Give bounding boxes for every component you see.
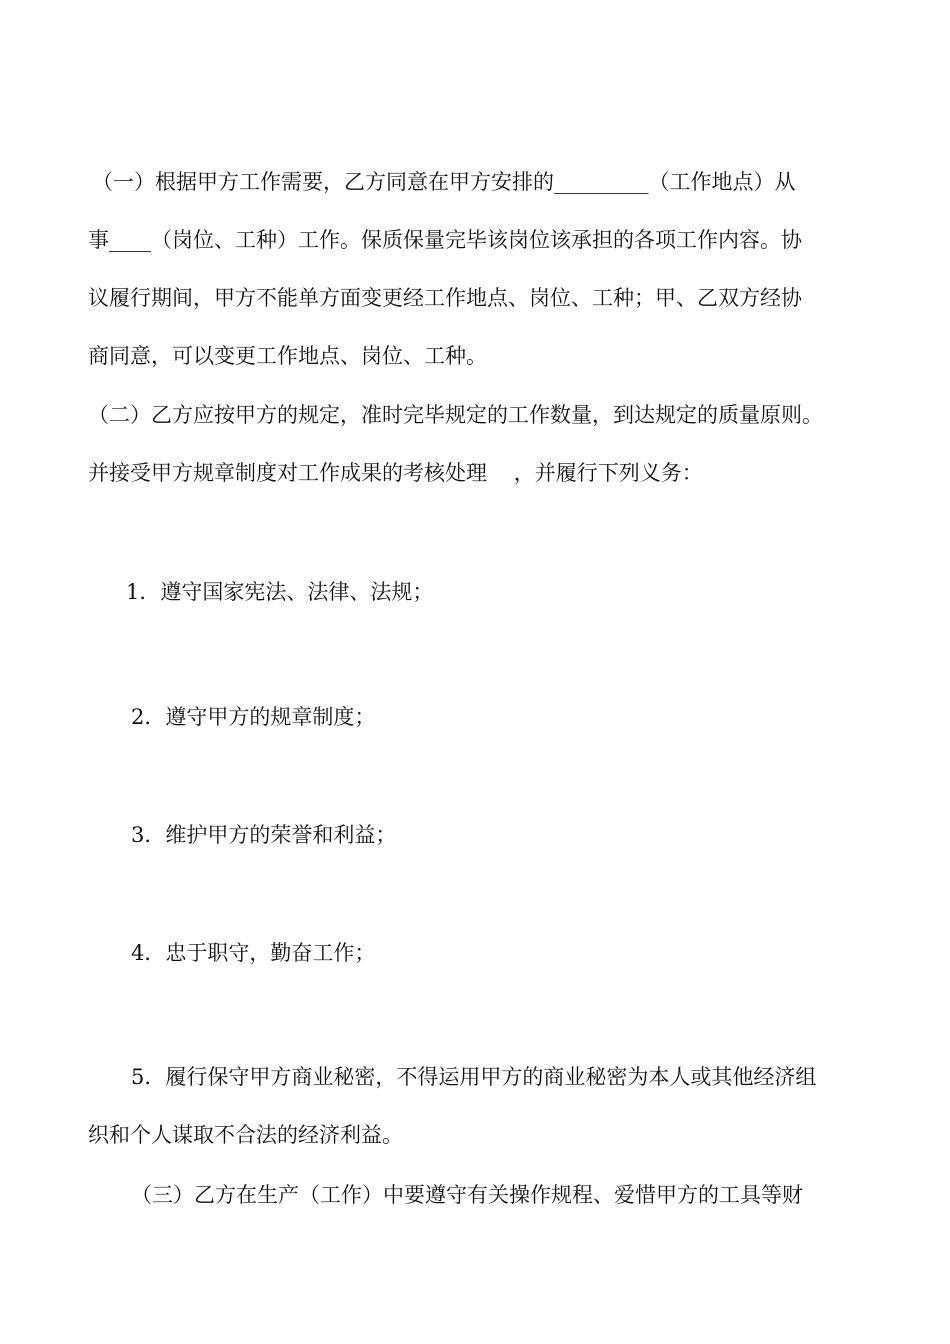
clause-3-line-1: （三）乙方在生产（工作）中要遵守有关操作规程、爱惜甲方的工具等财 (131, 1183, 803, 1207)
clause-2-line-2: 并接受甲方规章制度对工作成果的考核处理 ，并履行下列义务： (88, 461, 703, 485)
clause-2-line-1: （二）乙方应按甲方的规定，准时完毕规定的工作数量，到达规定的质量原则。 (88, 403, 823, 427)
obligation-item-5-line-2: 织和个人谋取不合法的经济利益。 (88, 1123, 403, 1147)
obligation-item: 1．遵守国家宪法、法律、法规； (126, 580, 434, 604)
obligation-item: 4．忠于职守，勤奋工作； (131, 941, 376, 965)
obligation-item: 3．维护甲方的荣誉和利益； (131, 823, 397, 847)
clause-1-line-4: 商同意，可以变更工作地点、岗位、工种。 (88, 344, 487, 368)
clause-1-line-3: 议履行期间，甲方不能单方面变更经工作地点、岗位、工种；甲、乙双方经协 (88, 286, 802, 310)
clause-1-line-2: 事____（岗位、工种）工作。保质保量完毕该岗位该承担的各项工作内容。协 (88, 228, 802, 252)
obligation-item-5-line-1: 5．履行保守甲方商业秘密，不得运用甲方的商业秘密为本人或其他经济组 (131, 1065, 817, 1089)
obligation-item: 2．遵守甲方的规章制度； (131, 705, 376, 729)
clause-1-line-1: （一）根据甲方工作需要，乙方同意在甲方安排的_________（工作地点）从 (92, 170, 796, 194)
